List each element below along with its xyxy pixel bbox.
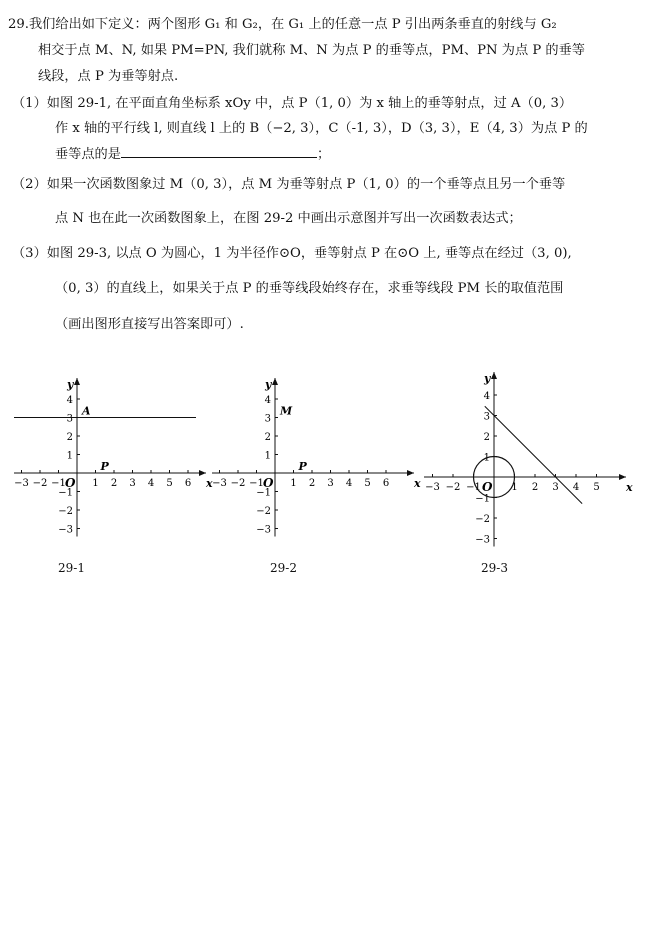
problem-text-1: 我们给出如下定义：两个图形 G₁ 和 G₂，在 G₁ 上的任意一点 P 引出两条垂直的射线与 G₂ <box>28 17 557 32</box>
x-tick-label: 5 <box>166 478 173 489</box>
origin-label: O <box>482 480 493 494</box>
point-label-P: P <box>100 460 109 473</box>
x-tick-label: −2 <box>32 478 48 489</box>
x-tick-label: −2 <box>230 478 246 489</box>
y-axis-label: y <box>67 378 74 391</box>
x-tick-label: −3 <box>14 478 29 489</box>
y-tick-label: −1 <box>256 487 271 499</box>
answer-blank <box>121 145 317 158</box>
y-tick-label: 3 <box>264 413 271 425</box>
y-tick-label: 2 <box>264 432 271 443</box>
x-tick-label: 6 <box>382 478 390 489</box>
y-tick-label: 4 <box>483 391 490 402</box>
x-tick-label: 1 <box>92 478 99 489</box>
problem-line-1 <box>8 16 557 33</box>
part3-line-1: （3）如图 29-3, 以点 O 为圆心，1 为半径作⊙O，垂等射点 P 在⊙O 上, 垂等点在经过（3, 0), <box>12 246 572 261</box>
part3-line-3: （画出图形直接写出答案即可）. <box>55 317 244 332</box>
problem-line-2: 相交于点 M、N, 如果 PM=PN, 我们就称 M、N 为点 P 的垂等点，PM、PN 为点 P 的垂等 <box>38 43 585 58</box>
x-tick-label: −3 <box>212 478 227 489</box>
x-tick-label: 2 <box>308 478 316 489</box>
x-tick-label: −1 <box>466 482 481 493</box>
y-axis-arrow <box>74 378 80 385</box>
x-tick-label: −1 <box>249 478 264 489</box>
part1-line-3 <box>55 145 330 163</box>
x-tick-label: 4 <box>572 482 580 493</box>
x-tick-label: 3 <box>129 478 136 489</box>
x-tick-label: 1 <box>290 478 297 489</box>
y-tick-label: 4 <box>264 395 271 406</box>
problem-line-3: 线段，点 P 为垂等射点. <box>38 69 179 84</box>
figure-29-2 <box>212 370 422 550</box>
y-tick-label: 2 <box>66 432 73 443</box>
y-tick-label: 1 <box>66 450 73 462</box>
point-label-A: A <box>82 404 91 418</box>
y-tick-label: −2 <box>58 506 73 517</box>
part2-line-2: 点 N 也在此一次函数图象上，在图 29-2 中画出示意图并写出一次函数表达式； <box>55 211 522 226</box>
x-axis-arrow <box>199 470 206 476</box>
x-axis-label: x <box>414 477 421 490</box>
part1-line-1: （1）如图 29-1, 在平面直角坐标系 xOy 中，点 P（1, 0）为 x 轴上的垂等射点，过 A（0, 3） <box>12 96 573 111</box>
y-axis-label: y <box>265 378 272 391</box>
x-axis-label: x <box>626 481 633 494</box>
y-axis-label: y <box>484 372 491 385</box>
y-tick-label: 3 <box>483 411 490 423</box>
part1-prompt: 垂等点的是 <box>55 147 121 162</box>
x-tick-label: −1 <box>51 478 66 489</box>
part1-end: ； <box>316 147 331 162</box>
figure-caption-29-3: 29-3 <box>481 561 508 575</box>
x-tick-label: 4 <box>147 478 155 489</box>
y-tick-label: −2 <box>256 506 271 517</box>
y-axis-arrow <box>491 372 497 379</box>
x-tick-label: −2 <box>445 482 461 493</box>
part3-line-2: （0, 3）的直线上，如果关于点 P 的垂等线段始终存在，求垂等线段 PM 长的取值范围 <box>55 281 564 296</box>
y-tick-label: −2 <box>475 514 490 525</box>
part2-line-1: （2）如果一次函数图象过 M（0, 3），点 M 为垂等射点 P（1, 0）的一个垂等点且另一个垂等 <box>12 177 566 192</box>
x-tick-label: 1 <box>511 482 518 493</box>
y-tick-label: 1 <box>483 452 490 464</box>
x-tick-label: 3 <box>552 482 559 493</box>
figure-29-3 <box>424 364 634 550</box>
point-label-M: M <box>280 404 293 418</box>
x-tick-label: 5 <box>364 478 371 489</box>
x-tick-label: 2 <box>110 478 118 489</box>
figure-caption-29-2: 29-2 <box>270 561 297 575</box>
y-tick-label: −3 <box>256 524 271 536</box>
problem-number: 29. <box>8 17 29 32</box>
origin-label: O <box>65 476 76 490</box>
y-tick-label: 4 <box>66 395 73 406</box>
x-tick-label: 4 <box>345 478 353 489</box>
x-axis-label: x <box>206 477 213 490</box>
origin-label: O <box>263 476 274 490</box>
y-tick-label: −1 <box>475 493 490 505</box>
y-tick-label: −3 <box>58 524 73 536</box>
y-tick-label: −3 <box>475 534 490 546</box>
x-tick-label: −3 <box>425 482 440 493</box>
x-tick-label: 6 <box>184 478 192 489</box>
y-tick-label: 1 <box>264 450 271 462</box>
figure-29-1 <box>14 370 214 550</box>
x-tick-label: 5 <box>593 482 600 493</box>
y-tick-label: −1 <box>58 487 73 499</box>
x-axis-arrow <box>619 474 626 480</box>
part1-line-2: 作 x 轴的平行线 l, 则直线 l 上的 B（−2, 3），C（-1, 3），D（3, 3），E（4, 3）为点 P 的 <box>55 121 588 136</box>
y-tick-label: 2 <box>483 432 490 443</box>
figure-caption-29-1: 29-1 <box>58 561 85 575</box>
point-label-P: P <box>298 460 307 473</box>
x-axis-arrow <box>407 470 414 476</box>
x-tick-label: 2 <box>531 482 539 493</box>
y-axis-arrow <box>272 378 278 385</box>
y-tick-label: 3 <box>66 413 73 425</box>
x-tick-label: 3 <box>327 478 334 489</box>
